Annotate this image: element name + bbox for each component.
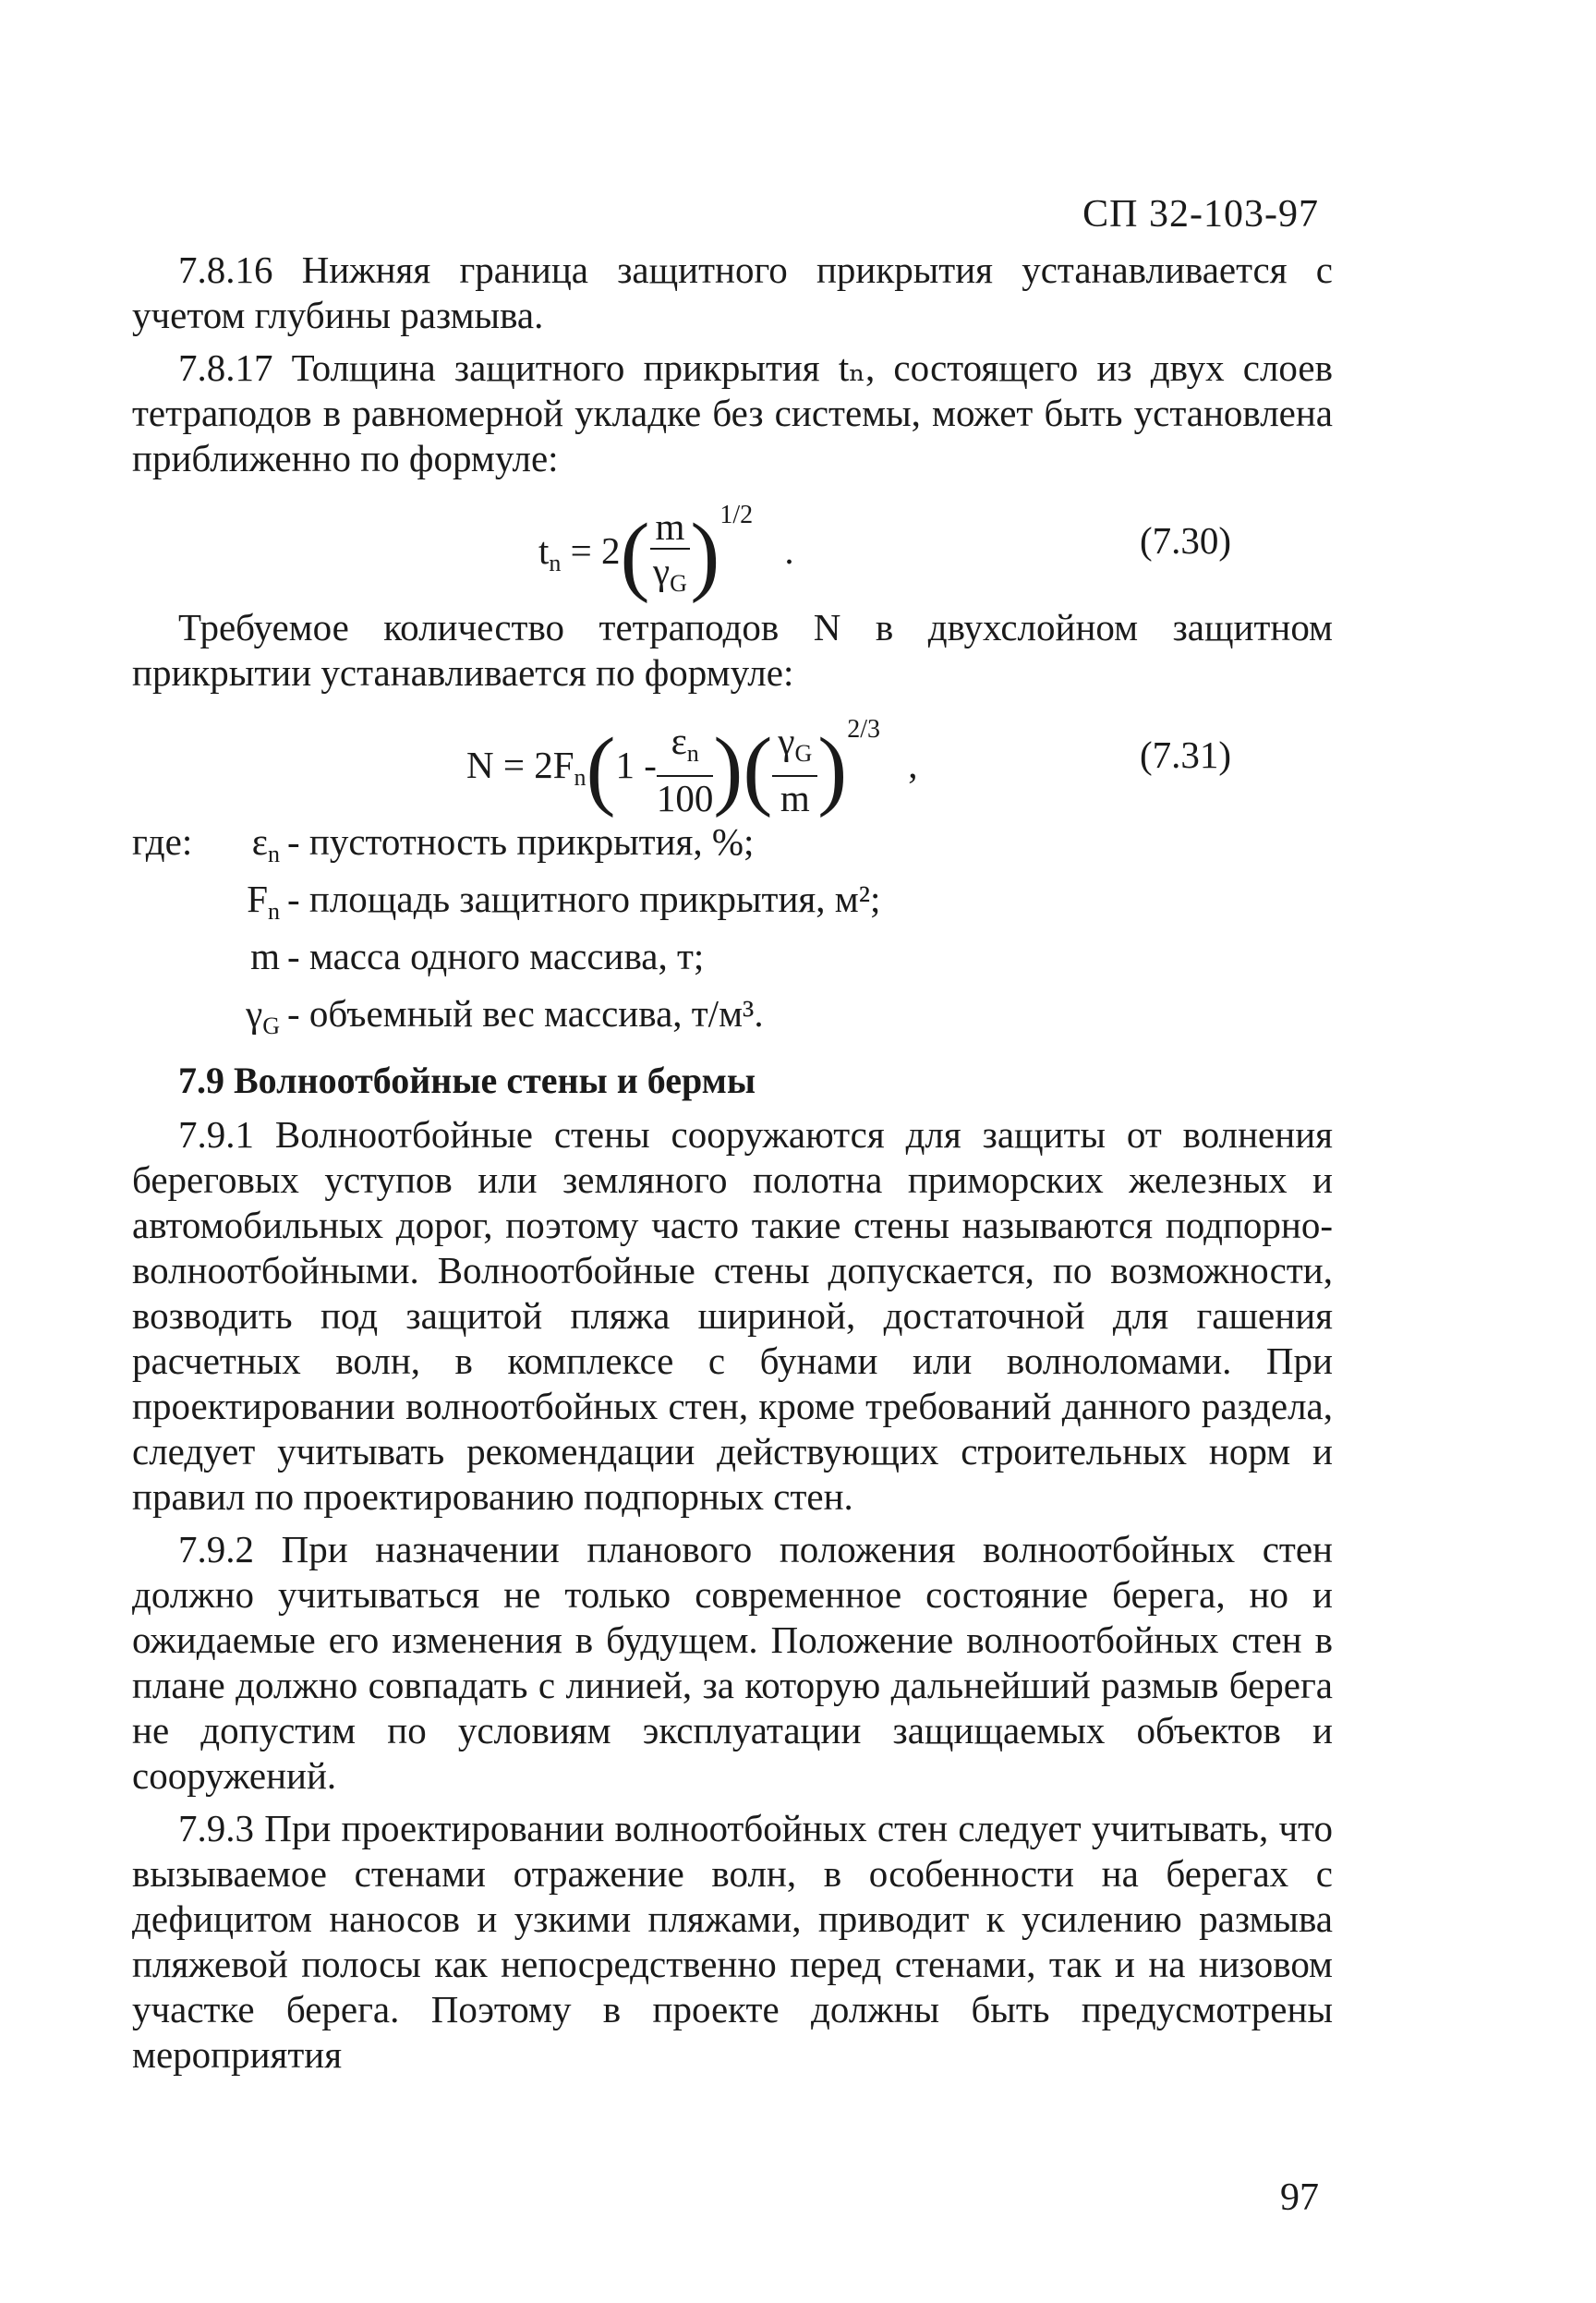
- equation-number-7-31: (7.31): [1139, 733, 1231, 776]
- fraction-numerator-2: [772, 720, 817, 777]
- right-paren-2: ): [817, 719, 848, 818]
- definition-symbol: [224, 819, 287, 877]
- paragraph-7-8-17: 7.8.17 Толщина защитного прикрытия tₙ, состоящего из двух слоев тетраподов в равномерной укладке без системы, может быть установлена приближенно по формуле:: [132, 346, 1333, 479]
- variable-definitions: [132, 819, 1333, 1048]
- symbol-f: F: [247, 878, 268, 920]
- epsilon-symbol: ε: [671, 719, 687, 762]
- formula-terminator: ,: [908, 744, 918, 786]
- left-paren: (: [586, 719, 616, 818]
- fraction-numerator: [657, 720, 714, 777]
- where-intro: где:: [132, 820, 193, 863]
- definition-symbol: [132, 934, 287, 991]
- definition-text: - площадь защитного прикрытия, м²;: [287, 878, 881, 920]
- formula-lhs: t: [538, 529, 550, 572]
- epsilon-subscript: n: [686, 739, 699, 767]
- document-code-header: СП 32-103-97: [1082, 193, 1319, 236]
- fraction-denominator: [650, 550, 691, 605]
- definition-row-epsilon: [132, 819, 1333, 877]
- definition-text: - пустотность прикрытия, %;: [287, 820, 755, 863]
- paragraph-7-9-3: 7.9.3 При проектировании волноотбойных стен следует учитывать, что вызываемое стенами отражение волн, в особенности на берегах с дефицитом наносов и узкими пляжами, приводит к усилению размыва пляжевой полосы как непосредственно перед стенами, так и на низовом участке берега. Поэтому в проекте должны быть предусмотрены мероприятия: [132, 1807, 1333, 2076]
- right-paren: ): [713, 719, 744, 818]
- definition-symbol: [132, 877, 287, 934]
- paragraph-7-9-1: 7.9.1 Волноотбойные стены сооружаются для защиты от волнения береговых уступов или земляного полотна приморских железных и автомобильных дорог, поэтому часто такие стены называются подпорно-волноотбойными. Волноотбойные стены допускается, по возможности, возводить под защитой пляжа шириной, достаточной для гашения расчетных волн, в комплексе с бунами или волноломами. При проектировании волноотбойных стен, кроме требований данного раздела, следует учитывать рекомендации действующих строительных норм и правил по проектированию подпорных стен.: [132, 1113, 1333, 1518]
- definition-symbol: [132, 991, 287, 1048]
- fraction-denominator: 100: [656, 776, 714, 819]
- symbol-subscript: n: [268, 898, 280, 925]
- paragraph-7-9-2: 7.9.2 При назначении планового положения волноотбойных стен должно учитываться не только современное состояние берега, но и ожидаемые его изменения в будущем. Положение волноотбойных стен в плане должно совпадать с линией, за которую дальнейший размыв берега не допустим по условиям эксплуатации защищаемых объектов и сооружений.: [132, 1528, 1333, 1797]
- equation-number-7-30: (7.30): [1139, 519, 1231, 562]
- fraction-denominator-2: m: [780, 776, 810, 819]
- formula-7-30: [538, 492, 794, 605]
- formula-exponent: 1/2: [719, 501, 754, 529]
- symbol-m: m: [250, 935, 280, 977]
- formula-lhs-subscript: n: [549, 550, 562, 576]
- formula-terminator: .: [784, 529, 794, 572]
- gamma-symbol: γ: [778, 719, 795, 762]
- paragraph-7-8-16: 7.8.16 Нижняя граница защитного прикрытия устанавливается с учетом глубины размыва.: [132, 248, 1333, 336]
- fraction-numerator: m: [650, 505, 691, 550]
- fraction-m-over-gamma: [650, 505, 691, 605]
- definition-row-f: [132, 877, 1333, 934]
- left-paren-2: (: [743, 719, 773, 818]
- gamma-subscript: G: [794, 739, 813, 767]
- equation-7-31: [132, 703, 1333, 819]
- paragraph-required-count: Требуемое количество тетраподов N в двухслойном защитном прикрытии устанавливается по формуле:: [132, 606, 1333, 694]
- definition-row-m: [132, 934, 1333, 991]
- equation-7-30: [132, 489, 1333, 604]
- left-paren: (: [620, 504, 650, 604]
- symbol-gamma: γ: [246, 992, 263, 1035]
- gamma-symbol: γ: [653, 549, 671, 592]
- right-paren: ): [690, 504, 720, 604]
- definition-row-gamma: [132, 991, 1333, 1048]
- definition-text: - масса одного массива, т;: [287, 935, 705, 977]
- gamma-subscript: G: [670, 569, 687, 597]
- one-minus: 1 -: [615, 744, 657, 786]
- formula-lhs-subscript: n: [574, 764, 586, 791]
- formula-coefficient: = 2: [570, 529, 621, 572]
- definition-text: - объемный вес массива, т/м³.: [287, 992, 764, 1035]
- formula-7-31: [466, 707, 918, 819]
- page-number: 97: [1280, 2176, 1319, 2219]
- symbol-subscript: G: [262, 1012, 280, 1039]
- section-heading-7-9: 7.9 Волноотбойные стены и бермы: [178, 1060, 756, 1101]
- fraction-gamma-over-m: [772, 720, 817, 819]
- symbol-epsilon: ε: [251, 820, 268, 863]
- formula-lhs: N = 2F: [466, 744, 574, 786]
- fraction-epsilon-over-100: [657, 720, 714, 819]
- formula-exponent: 2/3: [847, 715, 881, 744]
- symbol-subscript: n: [268, 841, 280, 867]
- page-body: [132, 248, 1333, 2085]
